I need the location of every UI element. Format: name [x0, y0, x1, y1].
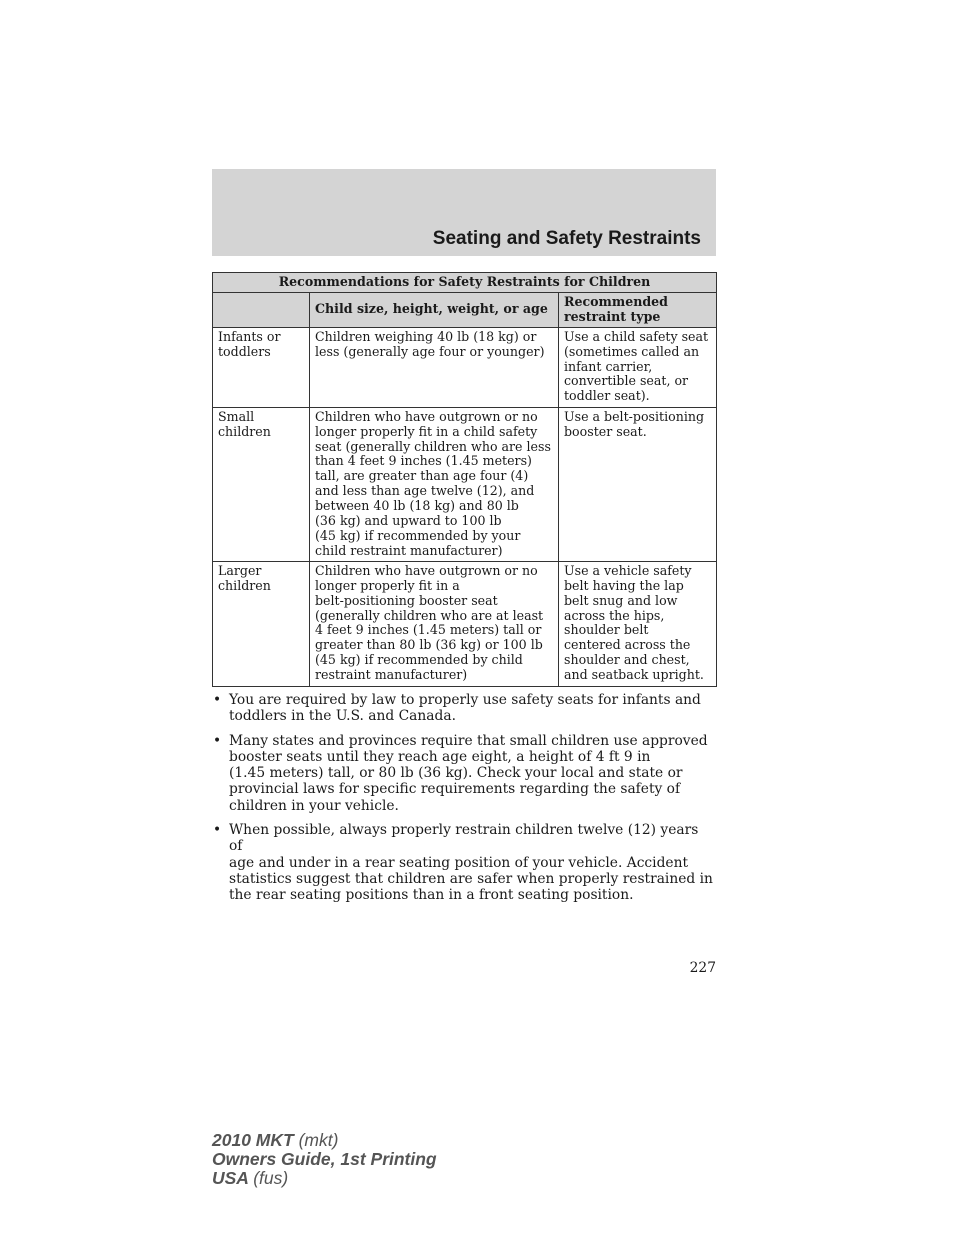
- table-caption-row: [213, 273, 717, 293]
- footer-market-code: (fus): [253, 1168, 289, 1188]
- restraint-recommendations-table: [212, 272, 717, 687]
- table-row: [213, 407, 717, 561]
- footer-line-market: [212, 1169, 437, 1188]
- footer-market: USA: [212, 1168, 249, 1188]
- footer-line-model: [212, 1131, 437, 1150]
- row-category: Infants or toddlers: [213, 327, 310, 407]
- table-caption: Recommendations for Safety Restraints for Children: [213, 273, 717, 293]
- row-category: Larger children: [213, 561, 310, 686]
- row-restraint: Use a belt-positioning booster seat.: [559, 407, 717, 561]
- row-restraint: Use a child safety seat (sometimes called an infant carrier, convertible seat, or toddler seat).: [559, 327, 717, 407]
- bullet-text: Many states and provinces require that small children use approved booster seats until they reach age eight, a height of 4 ft 9 in (1.45 meters) tall, or 80 lb (36 kg). Check your local and state or provincial laws for specific requirements regarding the safety of children in your vehicle.: [229, 732, 708, 814]
- safety-bullet-list: [212, 692, 716, 912]
- page-number: 227: [689, 960, 716, 976]
- bullet-marker: •: [213, 692, 222, 708]
- column-header-restraint: Recommended restraint type: [559, 292, 717, 327]
- bullet-marker: •: [213, 822, 222, 839]
- footer-model-code: (mkt): [298, 1130, 339, 1150]
- bullet-marker: •: [213, 732, 222, 749]
- bullet-text: You are required by law to properly use safety seats for infants and toddlers in the U.S. and Canada.: [229, 692, 701, 725]
- table-header-row: [213, 292, 717, 327]
- list-item: [212, 822, 716, 903]
- list-item: [212, 692, 716, 725]
- row-size: Children weighing 40 lb (18 kg) or less (generally age four or younger): [310, 327, 559, 407]
- table-row: [213, 327, 717, 407]
- row-restraint: Use a vehicle safety belt having the lap belt snug and low across the hips, shoulder belt centered across the shoulder and chest, and seatback upright.: [559, 561, 717, 686]
- section-header-band: [212, 169, 716, 256]
- section-title: Seating and Safety Restraints: [432, 228, 701, 249]
- bullet-text: When possible, always properly restrain children twelve (12) years of age and under in a rear seating position of your vehicle. Accident statistics suggest that children are safer when properly restrained in the rear seating positions than in a front seating position.: [229, 822, 713, 904]
- document-footer: [212, 1131, 437, 1188]
- row-size: Children who have outgrown or no longer properly fit in a belt-positioning booster seat (generally children who are at least 4 feet 9 inches (1.45 meters) tall or greater than 80 lb (36 kg) or 100 lb (45 kg) if recommended by child restraint manufacturer): [310, 561, 559, 686]
- column-header-size: Child size, height, weight, or age: [310, 292, 559, 327]
- column-header-category: [213, 292, 310, 327]
- row-category: Small children: [213, 407, 310, 561]
- list-item: [212, 733, 716, 814]
- footer-line-guide: Owners Guide, 1st Printing: [212, 1149, 437, 1169]
- table-row: [213, 561, 717, 686]
- row-size: Children who have outgrown or no longer properly fit in a child safety seat (generally children who are less than 4 feet 9 inches (1.45 meters) tall, are greater than age four (4) and less than age twelve (12), and between 40 lb (18 kg) and 80 lb (36 kg) and upward to 100 lb (45 kg) if recommended by your child restraint manufacturer): [310, 407, 559, 561]
- footer-model: 2010 MKT: [212, 1130, 294, 1150]
